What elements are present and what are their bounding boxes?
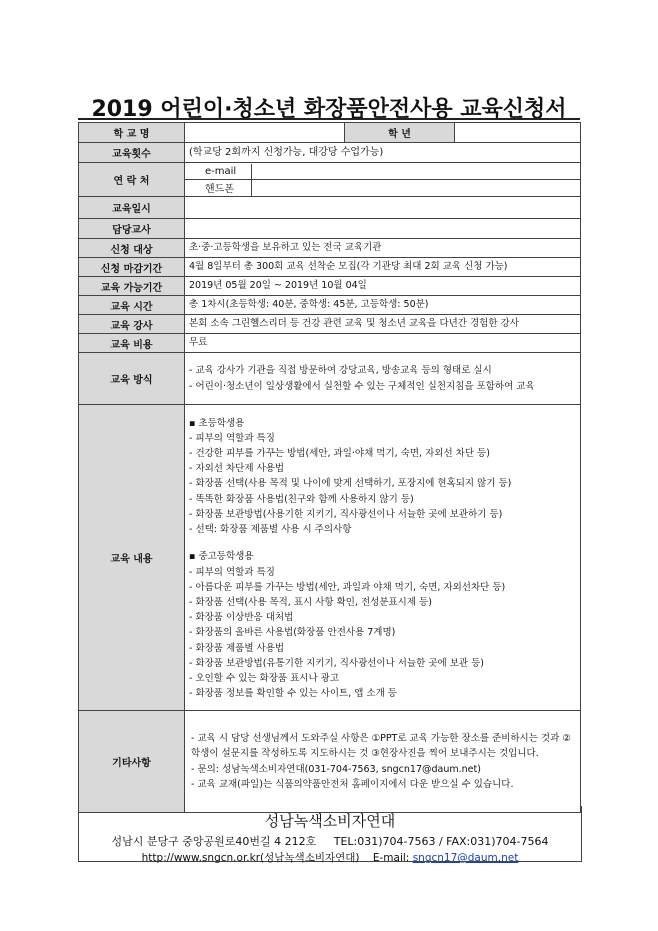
etc-line: - 교육 시 담당 선생님께서 도와주실 사항은 ①PPT로 교육 가능한 장소를 준비하시는 것과 ②학생이 설문지를 작성하도록 지도하시는 것 ③현장사진을 찍어 보내주시는 것입니다. <box>191 732 571 759</box>
footer-address: 성남시 분당구 중앙공원로40번길 4 212호 <box>111 835 317 848</box>
teacher-label: 담당교사 <box>79 219 185 239</box>
list-item: - 화장품 선택(사용 목적, 표시 사항 확인, 전성분표시제 등) <box>189 596 432 608</box>
date-field[interactable] <box>185 197 581 219</box>
grade-label: 학 년 <box>345 123 455 143</box>
list-item: - 자외선 차단제 사용법 <box>189 463 285 475</box>
footer-web-line <box>79 850 581 865</box>
list-item: - 선택: 화장품 제품별 사용 시 주의사항 <box>189 524 352 536</box>
time-label: 교육 시간 <box>79 296 185 315</box>
contact-label: 연 락 처 <box>79 163 185 197</box>
email-caption: E-mail: <box>372 852 410 864</box>
count-field[interactable]: (학교당 2회까지 신청가능, 대강당 수업가능) <box>185 143 581 163</box>
method-line: - 어린이·청소년이 일상생활에서 실천할 수 있는 구체적인 실천지침을 포함하여 교육 <box>189 380 535 392</box>
website-link[interactable]: http://www.sngcn.or.kr <box>141 852 261 864</box>
footer <box>78 806 582 862</box>
content-value <box>185 405 581 711</box>
footer-tel-fax: TEL:031)704-7563 / FAX:031)704-7564 <box>333 835 549 848</box>
period-value: 2019년 05월 20일 ~ 2019년 10월 04일 <box>185 277 581 296</box>
count-label: 교육횟수 <box>79 143 185 163</box>
list-item: - 화장품 보관방법(유통기한 지키기, 직사광선이나 서늘한 곳에 보관 등) <box>189 657 484 669</box>
method-value <box>185 353 581 405</box>
time-value: 총 1차시(초등학생: 40분, 중학생: 45분, 고등학생: 50분) <box>185 296 581 315</box>
elementary-heading: ▪ 초등학생용 <box>189 417 245 429</box>
phone-label: 핸드폰 <box>185 180 251 196</box>
deadline-value: 4월 8일부터 총 300회 교육 선착순 모집(각 기관당 최대 2회 교육 신청 가능) <box>185 258 581 277</box>
method-label: 교육 방식 <box>79 353 185 405</box>
etc-label: 기타사항 <box>79 711 185 813</box>
date-label: 교육일시 <box>79 197 185 219</box>
instructor-value: 본회 소속 그린헬스리더 등 건강 관련 교육 및 청소년 교육을 다년간 경험한 강사 <box>185 315 581 334</box>
target-value: 초·중·고등학생을 보유하고 있는 전국 교육기관 <box>185 239 581 258</box>
school-label: 학 교 명 <box>79 123 185 143</box>
list-item: - 피부의 역할과 특징 <box>189 432 275 444</box>
target-label: 신청 대상 <box>79 239 185 258</box>
list-item: - 화장품 정보를 확인할 수 있는 사이트, 앱 소개 등 <box>189 688 397 700</box>
list-item: - 아름다운 피부를 가꾸는 방법(세안, 과일과 야채 먹기, 숙면, 자외선차단 등) <box>189 581 506 593</box>
page-title: 2019 어린이·청소년 화장품안전사용 교육신청서 <box>91 97 567 122</box>
footer-address-line <box>79 833 581 849</box>
footer-org: 성남녹색소비자연대 <box>264 812 396 830</box>
teacher-field[interactable] <box>185 219 581 239</box>
content-label: 교육 내용 <box>79 405 185 711</box>
email-label: e-mail <box>185 164 251 180</box>
website-suffix: (성남녹색소비자연대) <box>260 852 360 864</box>
list-item: - 똑똑한 화장품 사용법(친구와 함께 사용하지 않기 등) <box>189 493 414 505</box>
application-form <box>78 122 580 813</box>
phone-field[interactable] <box>251 180 580 196</box>
list-item: - 건강한 피부를 가꾸는 방법(세안, 과일·야채 먹기, 숙면, 자외선 차단 등) <box>189 448 490 460</box>
period-label: 교육 가능기간 <box>79 277 185 296</box>
list-item: - 화장품 이상반응 대처법 <box>189 612 294 624</box>
list-item: - 피부의 역할과 특징 <box>189 566 275 578</box>
list-item: - 화장품 선택(사용 목적 및 나이에 맞게 선택하기, 포장지에 현혹되지 않기 등) <box>189 478 512 490</box>
school-field[interactable] <box>185 123 345 143</box>
cost-value: 무료 <box>185 334 581 353</box>
list-item: - 오인할 수 있는 화장품 표시나 광고 <box>189 672 340 684</box>
cost-label: 교육 비용 <box>79 334 185 353</box>
list-item: - 화장품 보관방법(사용기한 지키기, 직사광선이나 서늘한 곳에 보관하기 등) <box>189 508 503 520</box>
email-link[interactable]: sngcn17@daum.net <box>412 852 519 864</box>
list-item: - 화장품 제품별 사용법 <box>189 642 285 654</box>
etc-line: - 교육 교재(파일)는 식품의약품안전처 홈페이지에서 다운 받으실 수 있습니다. <box>191 779 514 790</box>
secondary-heading: ▪ 중고등학생용 <box>189 551 254 563</box>
title-underline <box>78 118 580 120</box>
method-line: - 교육 강사가 기관을 직접 방문하여 강당교육, 방송교육 등의 형태로 실시 <box>189 365 492 377</box>
list-item: - 화장품의 올바른 사용법(화장품 안전사용 7계명) <box>189 627 396 639</box>
grade-field[interactable] <box>455 123 581 143</box>
deadline-label: 신청 마감기간 <box>79 258 185 277</box>
etc-value <box>185 711 581 813</box>
instructor-label: 교육 강사 <box>79 315 185 334</box>
email-field[interactable] <box>251 164 580 180</box>
etc-line: - 문의: 성남녹색소비자연대(031-704-7563, sngcn17@daum.net) <box>191 763 481 775</box>
